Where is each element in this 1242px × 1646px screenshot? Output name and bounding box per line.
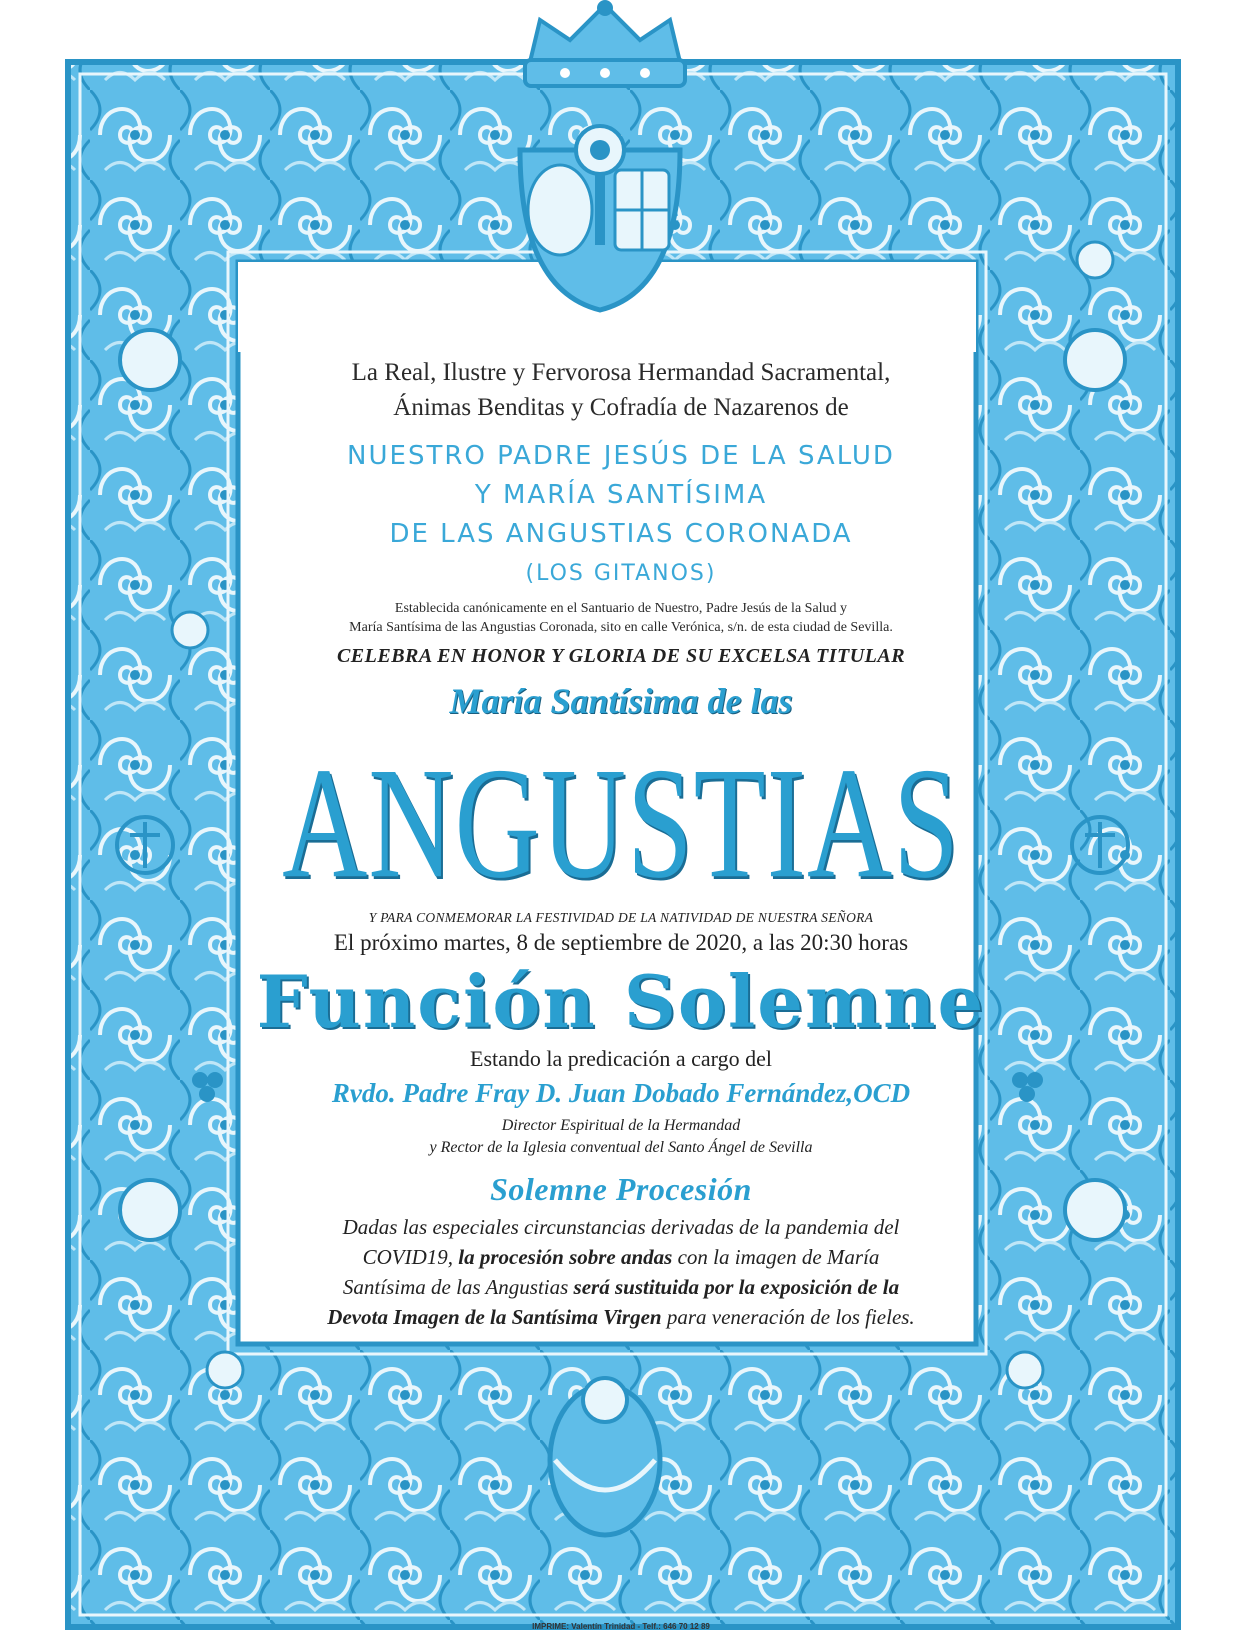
notice-line-3 — [250, 1272, 992, 1302]
notice-text-2: con la imagen de María — [672, 1245, 880, 1269]
poster-text — [250, 355, 992, 1332]
preacher-role-line-2: y Rector de la Iglesia conventual del Santo Ángel de Sevilla — [429, 1139, 813, 1156]
crown-icon — [525, 0, 685, 86]
brotherhood-line-4: (LOS GITANOS) — [525, 561, 717, 586]
event-date: El próximo martes, 8 de septiembre de 2020, a las 20:30 horas — [333, 930, 909, 955]
notice-bold-1: la procesión sobre andas — [458, 1245, 673, 1269]
printer-credit: IMPRIME: Valentín Trinidad - Telf.: 646 70 12 89 — [532, 1622, 710, 1631]
intro-line-1: La Real, Ilustre y Fervorosa Hermandad Sacramental, — [351, 359, 891, 386]
notice-line-2 — [250, 1242, 992, 1272]
preacher-role-line-1: Director Espiritual de la Hermandad — [501, 1117, 741, 1134]
notice-text-4: para veneración de los fieles. — [661, 1305, 915, 1329]
notice-covid: COVID19, — [362, 1245, 459, 1269]
established-line-1: Establecida canónicamente en el Santuario de Nuestro, Padre Jesús de la Salud y — [394, 601, 848, 616]
preacher-name: Rvdo. Padre Fray D. Juan Dobado Fernández,OCD — [331, 1078, 911, 1108]
notice-line-1: Dadas las especiales circunstancias derivadas de la pandemia del — [342, 1215, 900, 1239]
procesion-title: Solemne Procesión — [490, 1171, 752, 1207]
preacher-role — [250, 1115, 992, 1159]
funcion-title: Función Solemne — [256, 959, 986, 1044]
notice-text-3: Santísima de las Angustias — [342, 1275, 574, 1299]
celebra-heading: CELEBRA EN HONOR Y GLORIA DE SU EXCELSA TITULAR — [336, 645, 906, 667]
titular-prefix: María Santísima de las — [449, 681, 793, 721]
predicacion-line: Estando la predicación a cargo del — [470, 1046, 772, 1071]
notice-bold-3: Devota Imagen de la Santísima Virgen — [327, 1305, 662, 1329]
procesion-notice — [250, 1212, 992, 1332]
conmemorar-line: Y PARA CONMEMORAR LA FESTIVIDAD DE LA NATIVIDAD DE NUESTRA SEÑORA — [368, 910, 874, 925]
brotherhood-line-2: Y MARÍA SANTÍSIMA — [474, 480, 768, 510]
notice-line-4 — [250, 1302, 992, 1332]
established-line-2: María Santísima de las Angustias Coronada, sito en calle Verónica, s/n. de esta ciudad de Sevilla. — [349, 620, 893, 635]
brotherhood-line-3: DE LAS ANGUSTIAS CORONADA — [389, 519, 853, 549]
notice-bold-2: será sustituida por la exposición de la — [573, 1275, 900, 1299]
brotherhood-title — [250, 437, 992, 593]
brotherhood-line-1: NUESTRO PADRE JESÚS DE LA SALUD — [347, 441, 895, 471]
intro-line-2: Ánimas Benditas y Cofradía de Nazarenos de — [393, 394, 849, 421]
titular-name: ANGUSTIAS — [282, 734, 960, 912]
established-note — [250, 599, 992, 637]
